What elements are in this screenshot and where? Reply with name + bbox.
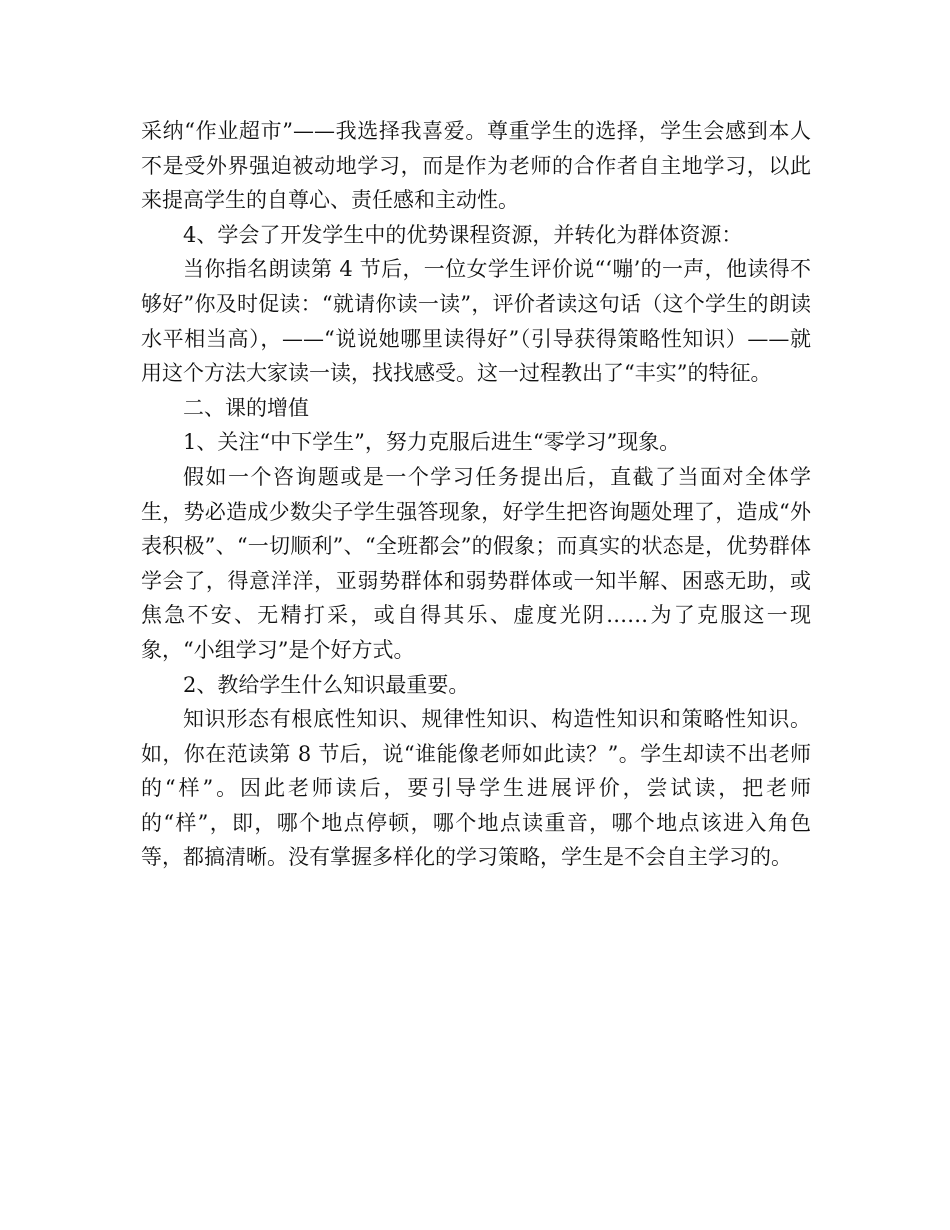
paragraph-6: 假如一个咨询题或是一个学习任务提出后，直截了当面对全体学生，势必造成少数尖子学生强答现象，好学生把咨询题处理了，造成“外表积极”、“一切顺利”、“全班都会”的假象；而真实的状态是，优势群体学会了，得意洋洋，亚弱势群体和弱势群体或一知半解、困惑无助，或焦急不安、无精打采，或自得其乐、虚度光阴……为了克服这一现象，“小组学习”是个好方式。 <box>141 464 811 662</box>
document-body <box>141 114 811 875</box>
paragraph-8: 知识形态有根底性知识、规律性知识、构造性知识和策略性知识。如，你在范读第 8 节后，说“谁能像老师如此读？”。学生却读不出老师的“样”。因此老师读后，要引导学生进展评价，尝试读，把老师的“样”，即，哪个地点停顿，哪个地点读重音，哪个地点该进入角色等，都搞清晰。没有掌握多样化的学习策略，学生是不会自主学习的。 <box>141 707 811 870</box>
paragraph-7: 2、教给学生什么知识最重要。 <box>183 672 470 697</box>
section-heading: 二、课的增值 <box>183 395 309 420</box>
paragraph-5: 1、关注“中下学生”，努力克服后进生“零学习”现象。 <box>183 430 681 455</box>
paragraph-1: 采纳“作业超市”——我选择我喜爱。尊重学生的选择，学生会感到本人不是受外界强迫被动地学习，而是作为老师的合作者自主地学习，以此来提高学生的自尊心、责任感和主动性。 <box>141 119 811 213</box>
paragraph-3: 当你指名朗读第 4 节后，一位女学生评价说“‘嘣’的一声，他读得不够好”你及时促读：“就请你读一读”，评价者读这句话（这个学生的朗读水平相当高），——“说说她哪里读得好”（引导获得策略性知识）——就用这个方法大家读一读，找找感受。这一过程教出了“丰实”的特征。 <box>141 257 811 386</box>
paragraph-2: 4、学会了开发学生中的优势课程资源，并转化为群体资源： <box>183 222 743 247</box>
